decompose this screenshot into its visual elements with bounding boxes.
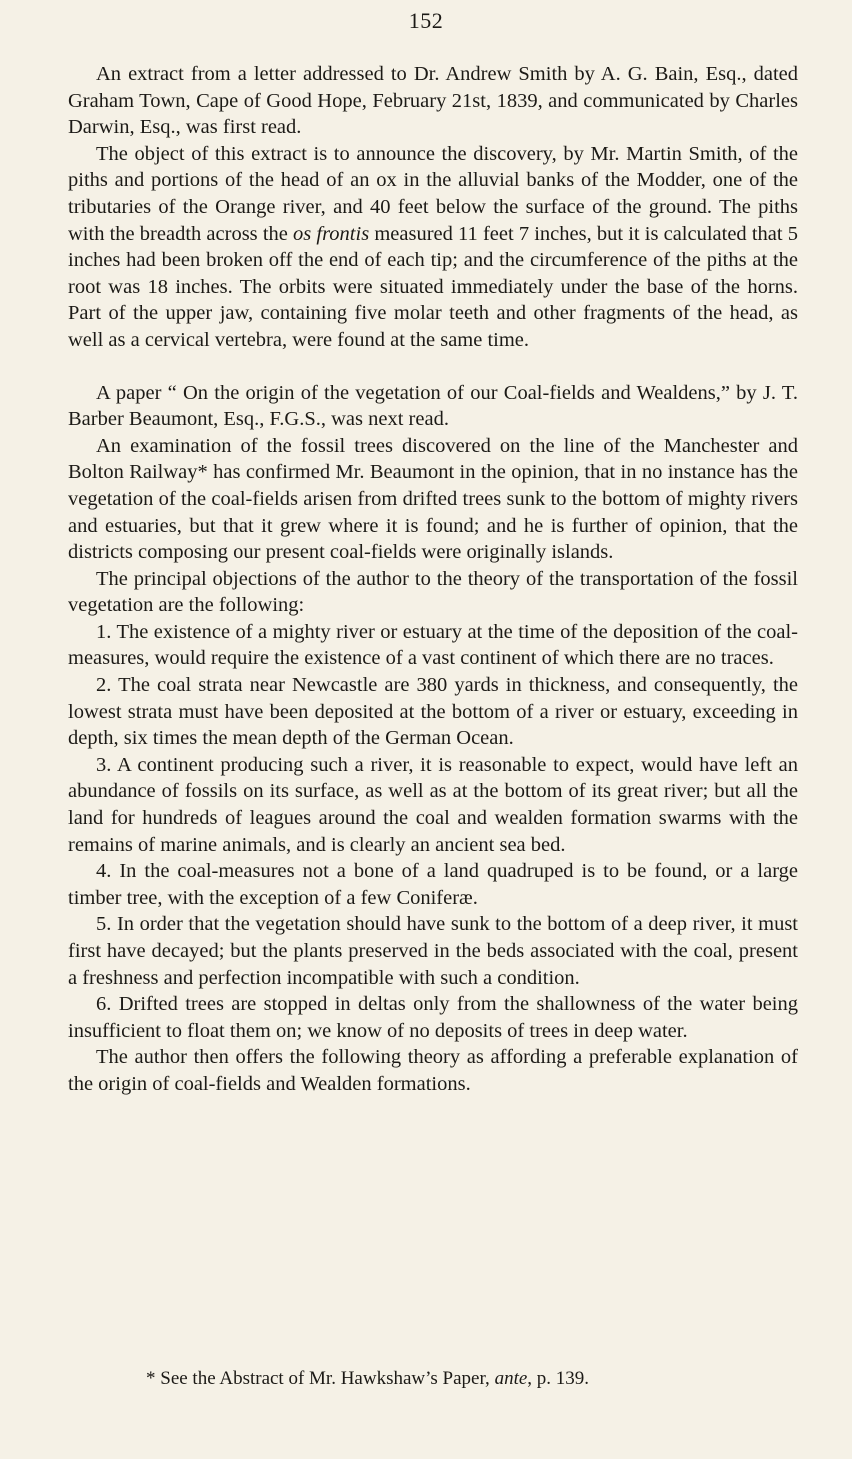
body-text — [68, 61, 798, 1098]
footnote-italic: ante — [494, 1368, 528, 1389]
objection-item: 5. In order that the vegetation should have sunk to the bottom of a deep river, it must first have decayed; but the plants preserved in the beds associated with the coal, present a freshness and perfection incompatible with such a condition. — [68, 913, 798, 989]
text-run: measured 11 feet 7 inches, but it is calculated that 5 inches had been broken off the end of each tip; and the circumference of the piths at the root was 18 inches. The orbits were situated immediately under the base of the horns. Part of the upper jaw, containing five molar teeth and other fragments of the head, as well as a cervical vertebra, were found at the same time. — [68, 222, 798, 351]
footnote-text: * See the Abstract of Mr. Hawkshaw’s Paper, — [146, 1368, 495, 1389]
page-number: 152 — [408, 8, 444, 33]
objection-item: 3. A continent producing such a river, it is reasonable to expect, would have left an abundance of fossils on its surface, as well as at the bottom of its great river; but all the land for hundreds of leagues around the coal and wealden formation swarms with the remains of marine animals, and is clearly an ancient sea bed. — [68, 753, 798, 856]
objection-item: 6. Drifted trees are stopped in deltas only from the shallowness of the water being insufficient to float them on; we know of no deposits of trees in deep water. — [68, 993, 798, 1042]
objection-item: 4. In the coal-measures not a bone of a land quadruped is to be found, or a large timber tree, with the exception of a few Coniferæ. — [68, 860, 798, 909]
paragraph-objections-intro: The principal objections of the author to the theory of the transportation of the fossil vegetation are the following: — [68, 567, 798, 617]
paragraph-extract-intro: An extract from a letter addressed to Dr. Andrew Smith by A. G. Bain, Esq., dated Graham Town, Cape of Good Hope, February 21st, 1839, and communicated by Charles Darwin, Esq., was first read. — [68, 63, 798, 139]
text-run: The object of this extract is to announce the discovery, by Mr. Martin Smith, of the piths and portions of the head of an ox in the alluvial banks of the Modder, one of the tributaries of the Orange river, and 40 feet below the surface of the ground. The piths with the breadth across the — [68, 142, 798, 245]
footnote — [68, 1367, 798, 1391]
footnote-text: , p. 139. — [527, 1368, 590, 1389]
objection-item: 1. The existence of a mighty river or estuary at the time of the deposition of the coal-measures, would require the existence of a vast continent of which there are no traces. — [68, 620, 798, 670]
paragraph-ox-discovery — [68, 141, 798, 354]
paragraph-fossil-trees: An examination of the fossil trees discovered on the line of the Manchester and Bolton Railway* has confirmed Mr. Beaumont in the opinion, that in no instance has the vegetation of the coal-fields arisen from drifted trees sunk to the bottom of mighty rivers and estuaries, but that it grew where it is found; and he is further of opinion, that the districts composing our present coal-fields were originally islands. — [68, 434, 798, 564]
paragraph-paper-intro: A paper “ On the origin of the vegetation of our Coal-fields and Wealdens,” by J. T. Barber Beaumont, Esq., F.G.S., was next read. — [68, 381, 798, 431]
objection-item: 2. The coal strata near Newcastle are 380 yards in thickness, and consequently, the lowest strata must have been deposited at the bottom of a river or estuary, exceeding in depth, six times the mean depth of the German Ocean. — [68, 674, 798, 750]
italic-term: os frontis — [293, 222, 370, 245]
paragraph-theory-intro: The author then offers the following theory as affording a preferable explanation of the origin of coal-fields and Wealden formations. — [68, 1046, 798, 1095]
